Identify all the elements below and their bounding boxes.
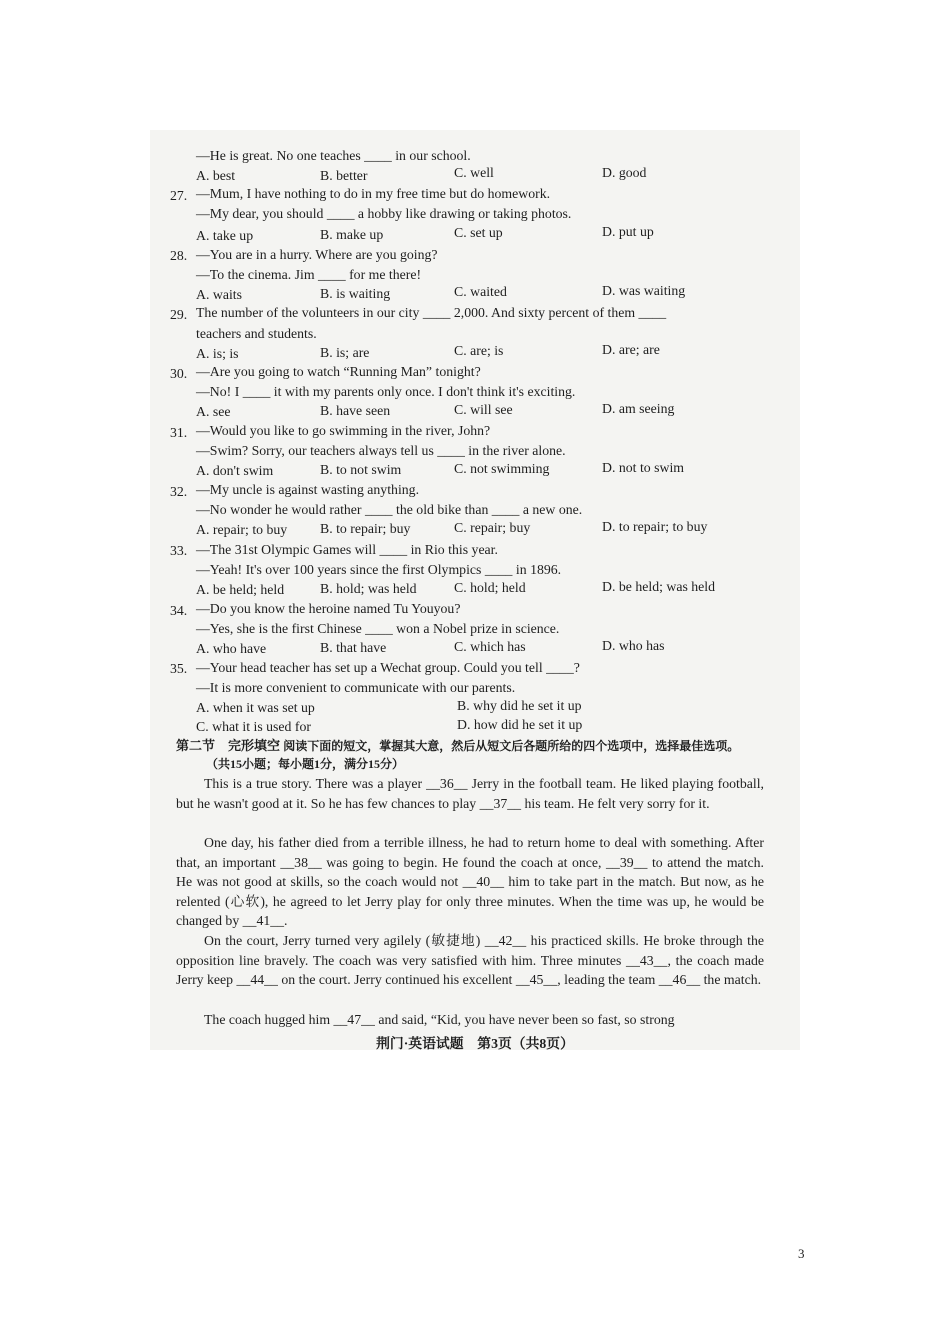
question-line: —The 31st Olympic Games will ____ in Rio this year. — [196, 542, 498, 557]
option-d: D. be held; was held — [602, 579, 716, 594]
option-d: D. put up — [602, 224, 654, 239]
question-line: —Do you know the heroine named Tu Youyou? — [196, 601, 461, 616]
option-b: B. why did he set it up — [457, 698, 582, 713]
question-number: 35. — [170, 661, 188, 676]
option-c: C. set up — [454, 225, 503, 240]
option-c: C. waited — [454, 284, 507, 299]
question-line: —He is great. No one teaches ____ in our school. — [196, 148, 471, 163]
question-number: 33. — [170, 543, 188, 558]
question-line: —Your head teacher has set up a Wechat group. Could you tell ____? — [196, 660, 580, 675]
question-number: 32. — [170, 484, 188, 499]
option-b: B. is waiting — [320, 286, 391, 301]
question-number: 34. — [170, 603, 188, 618]
question-line: The number of the volunteers in our city ____ 2,000. And sixty percent of them ____ — [196, 305, 667, 320]
question-line: —It is more convenient to communicate with our parents. — [196, 680, 516, 695]
option-c: C. well — [454, 165, 494, 180]
question-line: —My dear, you should ____ a hobby like drawing or taking photos. — [196, 206, 572, 221]
question-line: —Would you like to go swimming in the river, John? — [196, 423, 491, 438]
option-b: B. make up — [320, 227, 384, 242]
option-c: C. will see — [454, 402, 513, 417]
passage-paragraph: The coach hugged him __47__ and said, “Kid, you have never been so fast, so strong — [204, 1012, 675, 1027]
question-line: —Swim? Sorry, our teachers always tell us ____ in the river alone. — [196, 443, 566, 458]
question-line: —My uncle is against wasting anything. — [196, 482, 420, 497]
question-line: —To the cinema. Jim ____ for me there! — [196, 267, 422, 282]
option-a: A. best — [196, 168, 236, 183]
question-line: —Yeah! It's over 100 years since the first Olympics ____ in 1896. — [196, 562, 562, 577]
option-a: A. when it was set up — [196, 700, 315, 715]
question-line: —Yes, she is the first Chinese ____ won a Nobel prize in science. — [196, 621, 560, 636]
option-a: A. don't swim — [196, 463, 274, 478]
option-b: B. is; are — [320, 345, 370, 360]
option-c: C. which has — [454, 639, 526, 654]
question-number: 29. — [170, 307, 188, 322]
option-b: B. that have — [320, 640, 387, 655]
option-b: B. to repair; buy — [320, 521, 411, 536]
option-d: D. how did he set it up — [457, 717, 583, 732]
question-line: teachers and students. — [196, 326, 317, 341]
option-d: D. to repair; to buy — [602, 519, 708, 534]
section-scoring: （共15小题；每小题1分，满分15分） — [206, 757, 405, 771]
option-d: D. who has — [602, 638, 665, 653]
passage-paragraph: On the court, Jerry turned very agilely (敏捷地) __42__ his practiced skills. He broke through the opposition line bravely. The coach was very satisfied with him. Three minutes __43__, the coach made Jerry keep __44__ on the court. Jerry continued his excellent __45__, leading the team __46__ the match. — [176, 933, 764, 988]
question-number: 31. — [170, 425, 188, 440]
option-d: D. am seeing — [602, 401, 675, 416]
section-heading — [176, 739, 739, 752]
option-a: A. waits — [196, 287, 242, 302]
passage-paragraph: This is a true story. There was a player __36__ Jerry in the football team. He liked playing football, but he wasn't good at it. So he has few chances to play __37__ his team. He felt very sorry for it. — [176, 776, 764, 811]
option-c: C. hold; held — [454, 580, 526, 595]
question-number: 27. — [170, 188, 188, 203]
question-line: —Are you going to watch “Running Man” tonight? — [196, 364, 481, 379]
question-line: —You are in a hurry. Where are you going? — [196, 247, 438, 262]
option-a: A. take up — [196, 228, 254, 243]
option-c: C. repair; buy — [454, 520, 531, 535]
question-line: —No! I ____ it with my parents only once. I don't think it's exciting. — [196, 384, 576, 399]
option-d: D. good — [602, 165, 647, 180]
option-d: D. are; are — [602, 342, 660, 357]
section-title: 第二节 完形填空 — [176, 738, 281, 753]
option-a: A. be held; held — [196, 582, 285, 597]
question-line: —No wonder he would rather ____ the old bike than ____ a new one. — [196, 502, 583, 517]
option-b: B. better — [320, 168, 368, 183]
option-b: B. have seen — [320, 403, 391, 418]
option-c: C. are; is — [454, 343, 504, 358]
option-c: C. not swimming — [454, 461, 550, 476]
question-line: —Mum, I have nothing to do in my free time but do homework. — [196, 186, 551, 201]
option-c: C. what it is used for — [196, 719, 311, 734]
question-number: 30. — [170, 366, 188, 381]
question-number: 28. — [170, 248, 188, 263]
option-a: A. is; is — [196, 346, 239, 361]
option-a: A. see — [196, 404, 231, 419]
page-number: 3 — [798, 1246, 805, 1261]
passage-paragraph: One day, his father died from a terrible illness, he had to return home to deal with something. After that, an important __38__ was going to begin. He found the coach at once, __39__ to attend the match. He was not good at skills, so the coach would not __40__ him to take part in the match. But now, as he relented (心软), he agreed to let Jerry play for only three minutes. When the time was up, he would be changed by __41__. — [176, 835, 764, 929]
option-b: B. to not swim — [320, 462, 402, 477]
option-a: A. repair; to buy — [196, 522, 288, 537]
page-footer: 荆门·英语试题 第3页（共8页） — [376, 1036, 574, 1051]
option-b: B. hold; was held — [320, 581, 417, 596]
option-a: A. who have — [196, 641, 267, 656]
option-d: D. was waiting — [602, 283, 686, 298]
section-instruction: 阅读下面的短文，掌握其大意，然后从短文后各题所给的四个选项中，选择最佳选项。 — [283, 739, 740, 753]
option-d: D. not to swim — [602, 460, 685, 475]
